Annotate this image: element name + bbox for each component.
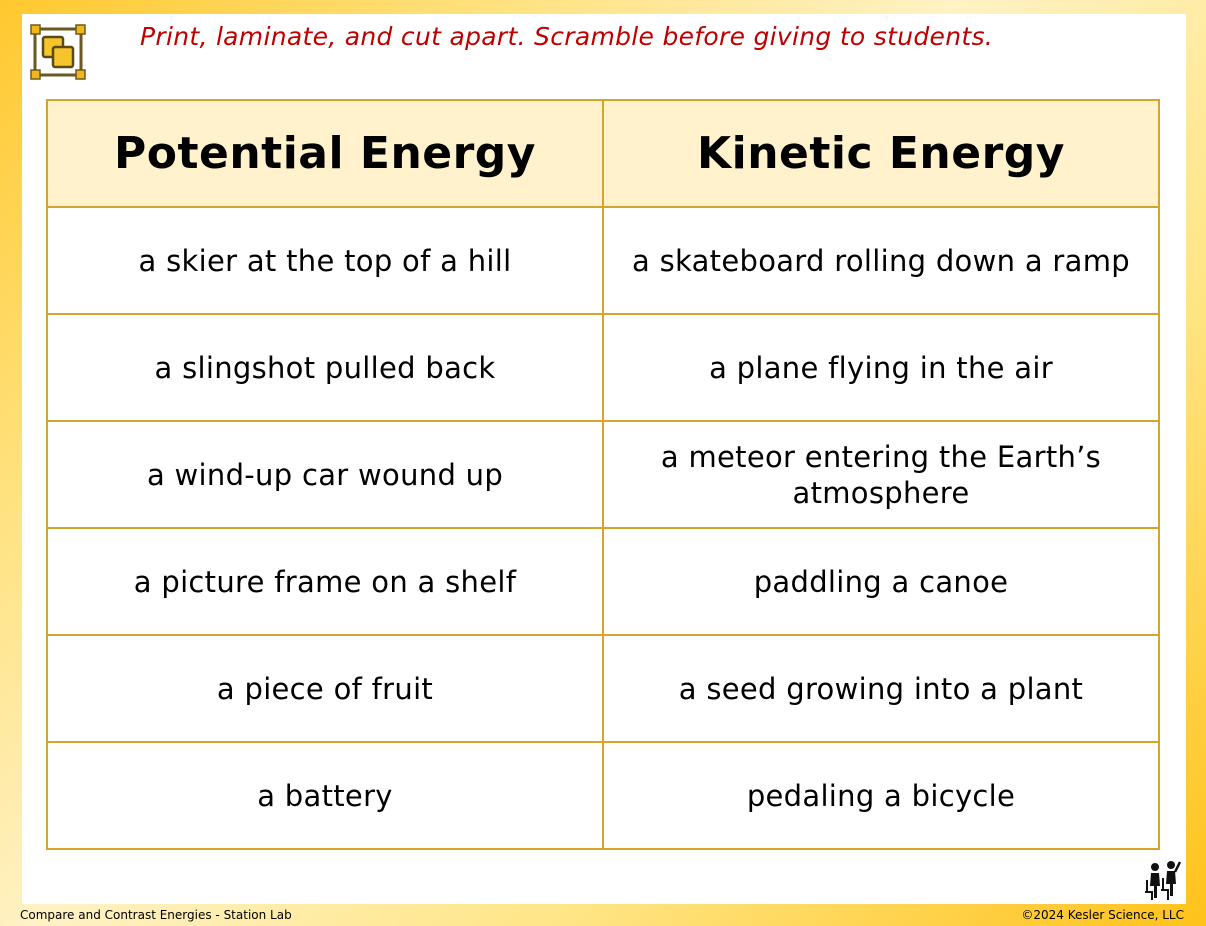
table-row	[47, 207, 1159, 314]
potential-card: a picture frame on a shelf	[47, 528, 603, 635]
table-row	[47, 742, 1159, 849]
kinetic-card: a skateboard rolling down a ramp	[603, 207, 1159, 314]
table-row	[47, 314, 1159, 421]
kinetic-card: a seed growing into a plant	[603, 635, 1159, 742]
kinetic-card: a meteor entering the Earth’s atmosphere	[603, 421, 1159, 528]
instruction-text: Print, laminate, and cut apart. Scramble before giving to students.	[140, 22, 994, 51]
table-row	[47, 421, 1159, 528]
kinetic-card: paddling a canoe	[603, 528, 1159, 635]
potential-card: a skier at the top of a hill	[47, 207, 603, 314]
header-kinetic-energy: Kinetic Energy	[603, 100, 1159, 207]
header-potential-energy: Potential Energy	[47, 100, 603, 207]
potential-card: a wind-up car wound up	[47, 421, 603, 528]
cards-stack-icon	[30, 24, 86, 80]
table-row	[47, 635, 1159, 742]
potential-card: a piece of fruit	[47, 635, 603, 742]
kinetic-card: a plane flying in the air	[603, 314, 1159, 421]
table-header-row	[47, 100, 1159, 207]
students-group-icon	[1142, 858, 1184, 902]
table-row	[47, 528, 1159, 635]
potential-card: a battery	[47, 742, 603, 849]
potential-card: a slingshot pulled back	[47, 314, 603, 421]
footer-lab-title: Compare and Contrast Energies - Station Lab	[20, 908, 292, 922]
energy-sort-table	[46, 99, 1160, 850]
kinetic-card: pedaling a bicycle	[603, 742, 1159, 849]
footer-copyright: ©2024 Kesler Science, LLC	[1021, 908, 1184, 922]
